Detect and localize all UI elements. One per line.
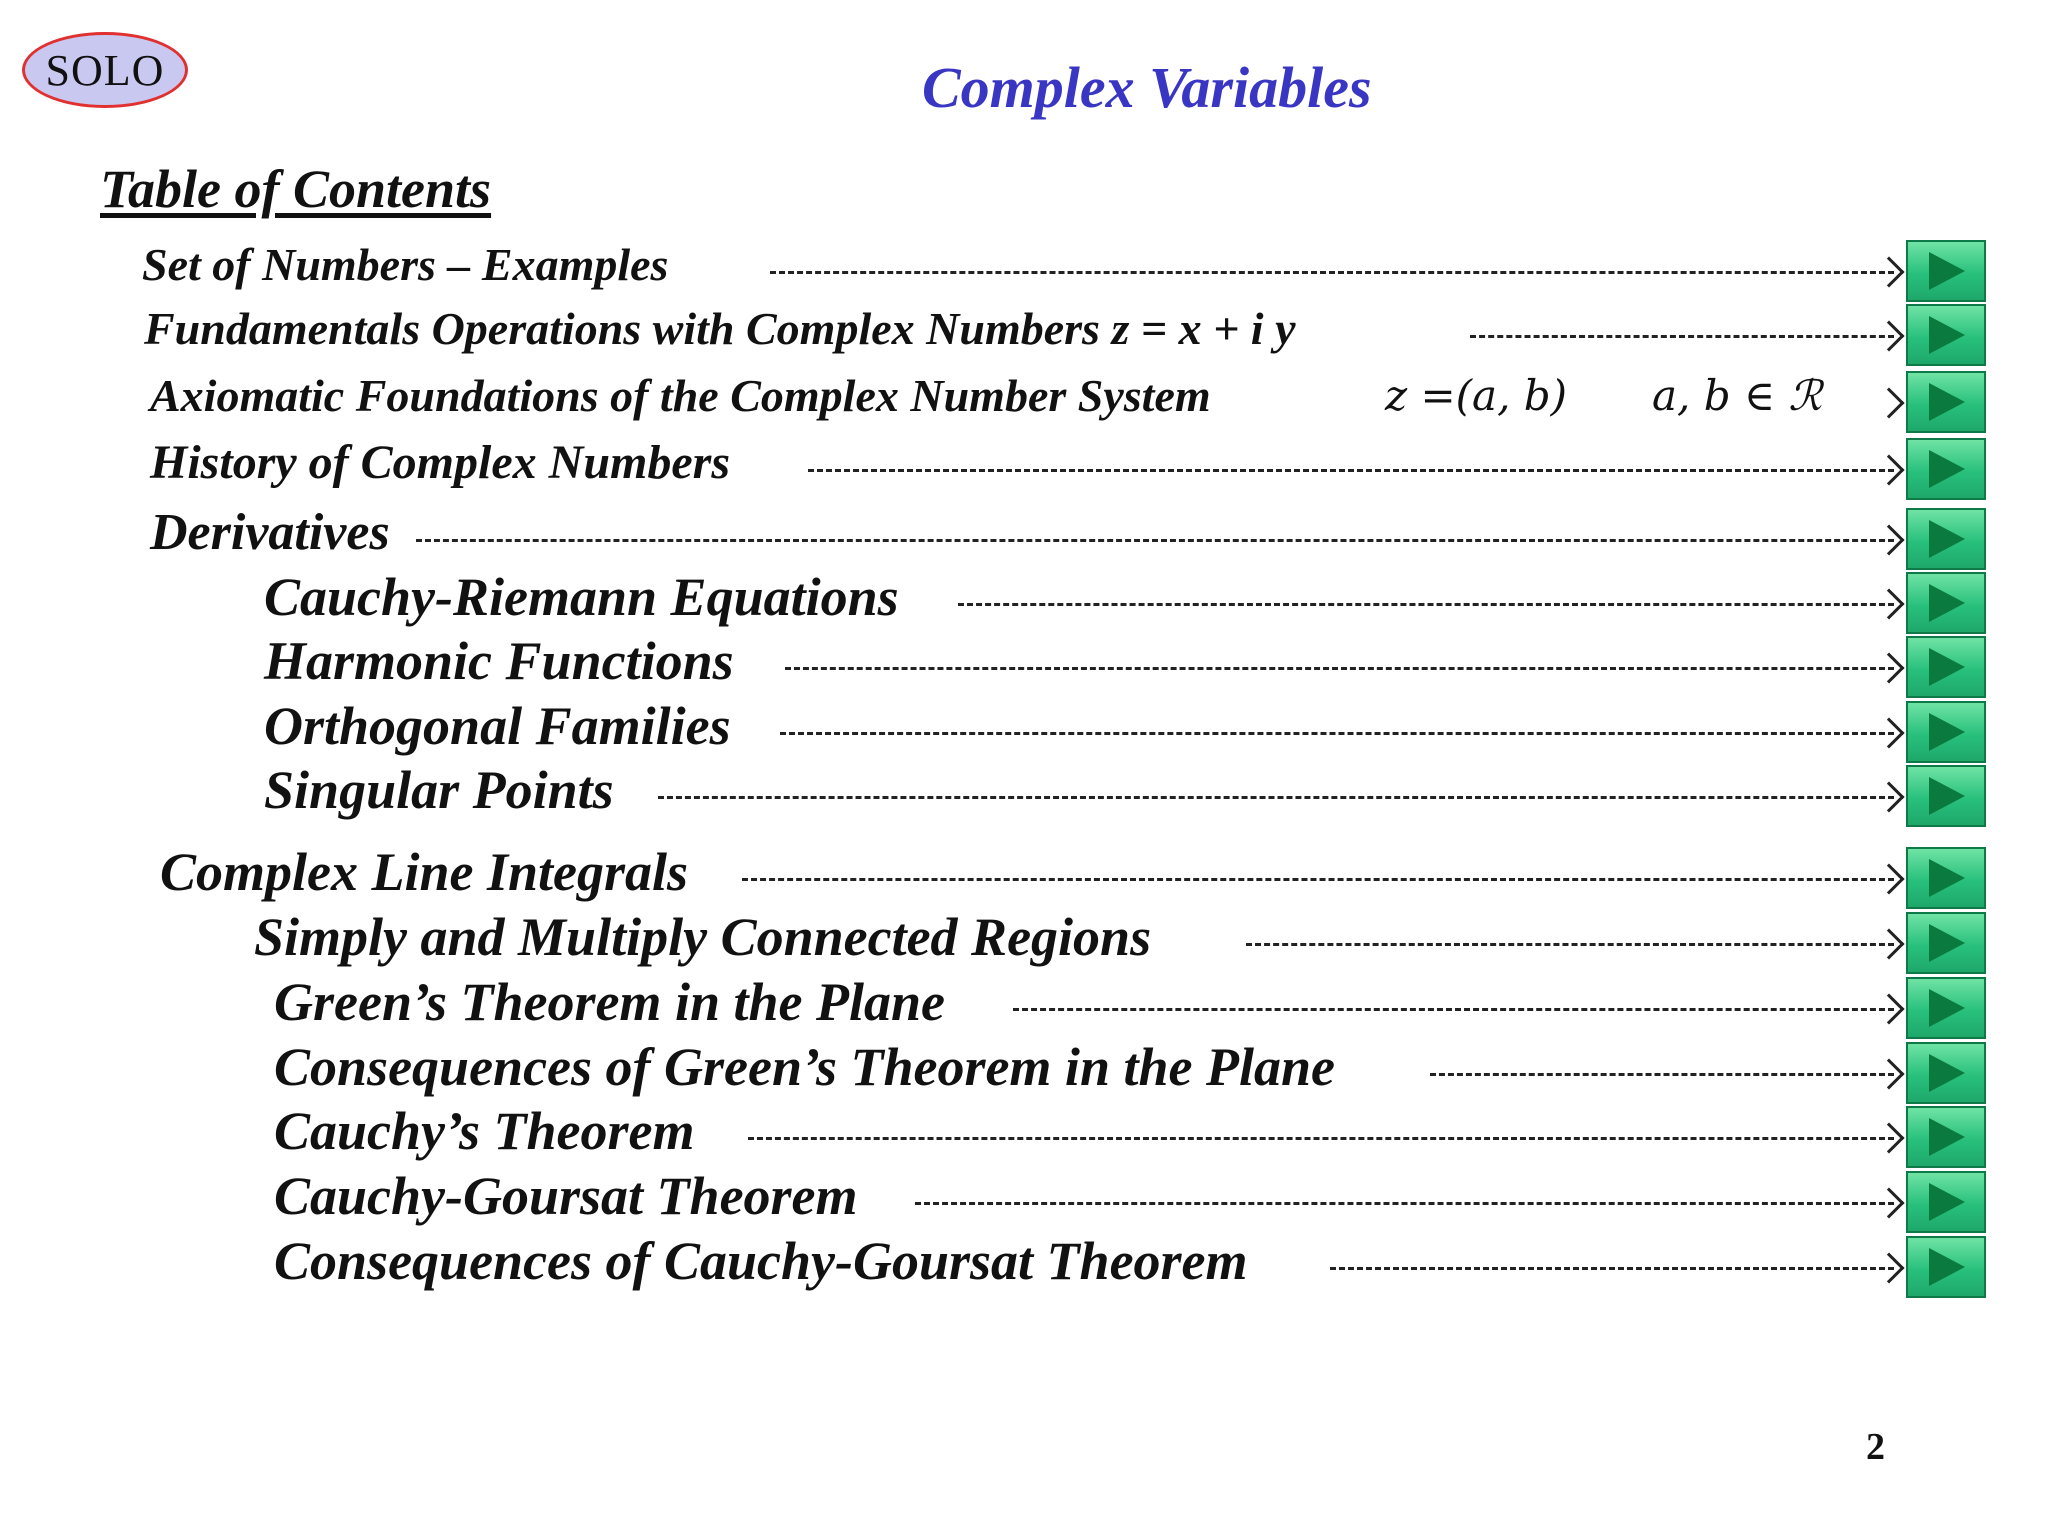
leader-arrow-icon — [1873, 864, 1904, 895]
toc-nav-button[interactable] — [1906, 371, 1986, 433]
play-arrow-icon — [1923, 1244, 1969, 1290]
play-arrow-icon — [1923, 516, 1969, 562]
toc-nav-button[interactable] — [1906, 508, 1986, 570]
leader-arrow-icon — [1873, 1253, 1904, 1284]
play-arrow-icon — [1923, 644, 1969, 690]
toc-item-label: Complex Line Integrals — [160, 842, 689, 902]
leader-line — [958, 603, 1894, 606]
toc-nav-button[interactable] — [1906, 912, 1986, 974]
leader-line — [416, 539, 1894, 542]
play-arrow-icon — [1923, 709, 1969, 755]
toc-nav-button[interactable] — [1906, 240, 1986, 302]
leader-arrow-icon — [1873, 994, 1904, 1025]
toc-item-label: Set of Numbers – Examples — [142, 239, 669, 290]
leader-line — [1246, 943, 1894, 946]
leader-arrow-icon — [1873, 387, 1904, 418]
toc-nav-button[interactable] — [1906, 1171, 1986, 1233]
toc-item-label: Fundamentals Operations with Complex Numbers z = x + i y — [144, 303, 1296, 354]
play-arrow-icon — [1923, 312, 1969, 358]
play-arrow-icon — [1923, 446, 1969, 492]
leader-arrow-icon — [1873, 1188, 1904, 1219]
leader-line — [742, 878, 1894, 881]
leader-line — [1470, 335, 1894, 338]
formula-z-pair: z =(a, b) — [1385, 371, 1568, 420]
toc-nav-button[interactable] — [1906, 1042, 1986, 1104]
play-arrow-icon — [1923, 855, 1969, 901]
toc-nav-button[interactable] — [1906, 438, 1986, 500]
toc-nav-button[interactable] — [1906, 1236, 1986, 1298]
play-arrow-icon — [1923, 248, 1969, 294]
play-arrow-icon — [1923, 1050, 1969, 1096]
toc-nav-button[interactable] — [1906, 701, 1986, 763]
page-number: 2 — [1866, 1426, 1885, 1468]
leader-line — [1430, 1073, 1894, 1076]
toc-item-label: History of Complex Numbers — [150, 436, 731, 489]
play-arrow-icon — [1923, 773, 1969, 819]
leader-arrow-icon — [1873, 320, 1904, 351]
leader-line — [770, 271, 1894, 274]
leader-arrow-icon — [1873, 718, 1904, 749]
play-arrow-icon — [1923, 920, 1969, 966]
leader-arrow-icon — [1873, 929, 1904, 960]
logo-text: SOLO — [45, 45, 165, 95]
toc-item-label: Singular Points — [264, 760, 614, 820]
toc-heading: Table of Contents — [100, 159, 492, 219]
toc-nav-button[interactable] — [1906, 304, 1986, 366]
toc-nav-button[interactable] — [1906, 636, 1986, 698]
leader-arrow-icon — [1873, 1059, 1904, 1090]
toc-nav-button[interactable] — [1906, 977, 1986, 1039]
leader-arrow-icon — [1873, 256, 1904, 287]
leader-line — [1330, 1267, 1894, 1270]
toc-item-label: Cauchy’s Theorem — [274, 1101, 695, 1161]
toc-item-label: Harmonic Functions — [264, 631, 734, 691]
slide-title: Complex Variables — [922, 55, 1372, 120]
toc-item-label: Green’s Theorem in the Plane — [274, 972, 945, 1032]
leader-line — [1013, 1008, 1894, 1011]
formula-real-membership: a, b ∈ ℛ — [1652, 371, 1822, 420]
leader-line — [808, 469, 1894, 472]
play-arrow-icon — [1923, 1114, 1969, 1160]
leader-line — [785, 667, 1894, 670]
toc-nav-button[interactable] — [1906, 765, 1986, 827]
leader-line — [780, 732, 1894, 735]
leader-line — [915, 1202, 1894, 1205]
leader-arrow-icon — [1873, 653, 1904, 684]
play-arrow-icon — [1923, 580, 1969, 626]
toc-item-label: Derivatives — [150, 504, 390, 561]
toc-item-label: Consequences of Cauchy-Goursat Theorem — [274, 1231, 1248, 1291]
play-arrow-icon — [1923, 1179, 1969, 1225]
leader-line — [748, 1137, 1894, 1140]
toc-item-label: Axiomatic Foundations of the Complex Number System — [150, 370, 1211, 421]
toc-nav-button[interactable] — [1906, 847, 1986, 909]
solo-logo — [22, 32, 188, 108]
toc-item-label: Cauchy-Riemann Equations — [264, 567, 899, 627]
toc-item-label: Consequences of Green’s Theorem in the Plane — [274, 1037, 1335, 1097]
leader-arrow-icon — [1873, 454, 1904, 485]
leader-arrow-icon — [1873, 589, 1904, 620]
toc-item-label: Simply and Multiply Connected Regions — [254, 907, 1152, 967]
leader-line — [658, 796, 1894, 799]
toc-nav-button[interactable] — [1906, 572, 1986, 634]
leader-arrow-icon — [1873, 1123, 1904, 1154]
toc-item-label: Cauchy-Goursat Theorem — [274, 1166, 858, 1226]
play-arrow-icon — [1923, 379, 1969, 425]
leader-arrow-icon — [1873, 782, 1904, 813]
play-arrow-icon — [1923, 985, 1969, 1031]
toc-nav-button[interactable] — [1906, 1106, 1986, 1168]
toc-item-label: Orthogonal Families — [264, 696, 731, 756]
leader-arrow-icon — [1873, 525, 1904, 556]
